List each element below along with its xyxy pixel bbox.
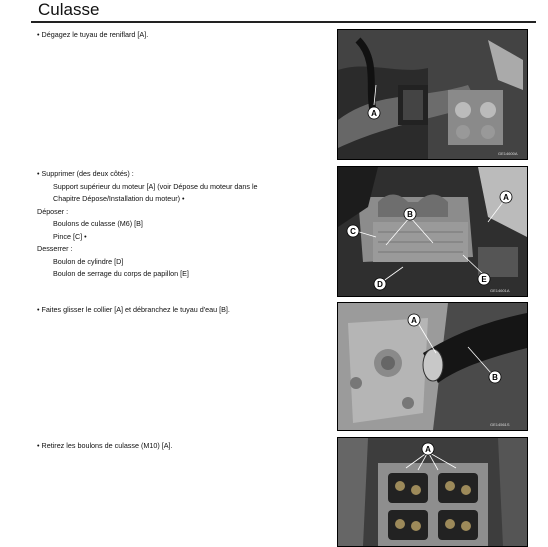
step-3 xyxy=(37,304,332,317)
figure-4-photo xyxy=(337,437,528,547)
step-2-line: Support supérieur du moteur [A] (voir Dépose du moteur dans le xyxy=(53,181,258,191)
title-rule xyxy=(31,21,536,23)
step-4 xyxy=(37,440,332,453)
step-2-line: Boulon de serrage du corps de papillon [E] xyxy=(53,269,189,278)
step-2-line: • Supprimer (des deux côtés) : xyxy=(37,169,134,178)
callout-D: D xyxy=(377,280,383,289)
step-2-line: Desserrer : xyxy=(37,244,73,253)
step-2 xyxy=(37,168,332,281)
engine-photo-cylinder xyxy=(338,167,527,296)
page-title: Culasse xyxy=(38,0,100,19)
figure-code: GE14600A xyxy=(498,151,518,156)
step-2-line: Boulons de culasse (M6) [B] xyxy=(53,219,143,228)
callout-A: A xyxy=(425,445,431,454)
callout-A: A xyxy=(371,109,377,118)
step-3-text: • Faites glisser le collier [A] et débranchez le tuyau d'eau [B]. xyxy=(37,305,230,314)
callout-B: B xyxy=(492,373,498,382)
engine-photo-water-hose xyxy=(338,303,527,430)
step-1 xyxy=(37,29,332,42)
step-2-line: Chapitre Dépose/Installation du moteur) • xyxy=(53,194,185,203)
callout-A: A xyxy=(503,193,509,202)
step-1-text: • Dégagez le tuyau de reniflard [A]. xyxy=(37,30,149,39)
figure-2-photo xyxy=(337,166,528,297)
callout-A: A xyxy=(411,316,417,325)
engine-photo-breather xyxy=(338,30,527,159)
figure-code: GE14561S xyxy=(490,422,510,427)
callout-C: C xyxy=(350,227,356,236)
step-2-line: Boulon de cylindre [D] xyxy=(53,256,124,266)
engine-photo-head-bolts xyxy=(338,438,527,546)
callout-E: E xyxy=(481,275,487,284)
figure-3-photo xyxy=(337,302,528,431)
step-2-line: Pince [C] • xyxy=(53,231,87,241)
figure-code: GE14601A xyxy=(490,288,510,293)
step-4-text: • Retirez les boulons de culasse (M10) [A]. xyxy=(37,441,173,450)
figure-1-photo xyxy=(337,29,528,160)
step-2-line: Déposer : xyxy=(37,206,69,216)
callout-B: B xyxy=(407,210,413,219)
